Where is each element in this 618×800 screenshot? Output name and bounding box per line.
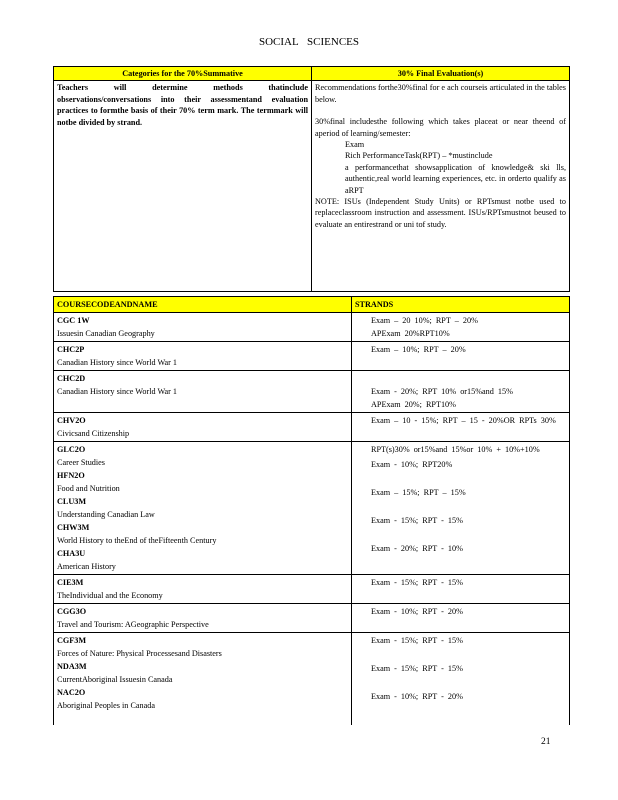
checkbox-glyph-icon [355, 634, 371, 647]
strand-text: Exam – 20 10%; RPT – 20% [371, 316, 478, 325]
table-row [54, 633, 570, 726]
left-header: Categories for the 70%Summative [54, 67, 312, 81]
course-name: World History to theEnd of theFifteenth Century [57, 536, 217, 545]
checkbox-glyph-icon [355, 662, 371, 675]
checkbox-glyph-icon [355, 343, 371, 356]
course-code: CHC2P [57, 345, 85, 354]
course-code: CHW3M [57, 523, 90, 532]
course-name: Aboriginal Peoples in Canada [57, 701, 156, 710]
course-code-header: COURSECODEANDNAME [54, 297, 352, 313]
checkbox-glyph-icon [333, 150, 345, 161]
strand-text: Exam - 15%; RPT - 15% [371, 516, 463, 525]
strand-text: Exam - 10%; RPT - 20% [371, 607, 463, 616]
course-code: CGC 1W [57, 316, 90, 325]
course-code: CIE3M [57, 578, 84, 587]
bullet-text: Exam [345, 140, 365, 150]
table-row [54, 413, 570, 442]
checkbox-glyph-icon [355, 514, 371, 527]
checkbox-glyph-icon [355, 576, 371, 589]
course-name: Forces of Nature: Physical Processesand Disasters [57, 649, 222, 658]
table-row [54, 342, 570, 371]
course-name: Issuesin Canadian Geography [57, 329, 155, 338]
table-row [54, 371, 570, 413]
course-code: CGF3M [57, 636, 87, 645]
strand-text: Exam – 15%; RPT – 15% [371, 488, 466, 497]
course-code: CHV2O [57, 416, 86, 425]
checkbox-glyph-icon [355, 690, 371, 703]
note-text: NOTE: ISUs (Independent Study Units) or RPTsmust notbe used to replaceclassroom instruction and assessment. ISUs/RPTsmustnot beused to evaluate an entirestrand or uni tof study. [315, 197, 566, 229]
strand-text: Exam - 10%; RPT - 20% [371, 692, 463, 701]
strand-text: Exam – 10%; RPT – 20% [371, 345, 466, 354]
course-code: NDA3M [57, 662, 87, 671]
course-name: American History [57, 562, 116, 571]
checkbox-glyph-icon [355, 398, 371, 411]
strand-text: Exam – 10 - 15%; RPT – 15 - 20%OR RPTs 30% [371, 416, 556, 425]
strand-text: Exam - 15%; RPT - 15% [371, 636, 463, 645]
table-row [54, 442, 570, 575]
checkbox-glyph-icon [355, 542, 371, 555]
course-name: Civicsand Citizenship [57, 429, 130, 438]
page-number: 21 [541, 737, 551, 747]
course-code: GLC2O [57, 445, 86, 454]
course-name: CurrentAboriginal Issuesin Canada [57, 675, 173, 684]
strand-text: Exam - 15%; RPT - 15% [371, 578, 463, 587]
rpt-detail: a performancethat showsapplication of knowledge& ski lls, authentic,real world learning experiences, etc. in orderto qualify as aRPT [345, 162, 566, 195]
course-code: CGG3O [57, 607, 87, 616]
course-name: Understanding Canadian Law [57, 510, 155, 519]
page-title: SOCIAL SCIENCES [258, 36, 360, 48]
table-row [54, 313, 570, 342]
strand-text: Exam - 20%; RPT - 10% [371, 544, 463, 553]
course-name: Canadian History since World War 1 [57, 387, 178, 396]
course-name: Travel and Tourism: AGeographic Perspective [57, 620, 209, 629]
course-name: Food and Nutrition [57, 484, 120, 493]
checkbox-glyph-icon [355, 385, 371, 398]
checkbox-glyph-icon [355, 443, 371, 456]
final-includes-text: 30%final includesthe following which takes placeat or near theend of aperiod of learning/semester: [315, 117, 566, 138]
course-code: CHC2D [57, 374, 86, 383]
right-header: 30% Final Evaluation(s) [312, 67, 570, 81]
course-code: CHA3U [57, 549, 86, 558]
checkbox-glyph-icon [355, 486, 371, 499]
bullet-text: Rich PerformanceTask(RPT) – *mustinclude [345, 151, 493, 161]
strand-text: APExam 20%; RPT10% [371, 400, 456, 409]
course-code: CLU3M [57, 497, 87, 506]
strand-text: RPT(s)30% or15%and 15%or 10% + 10%+10% [371, 445, 540, 454]
checkbox-glyph-icon [355, 414, 371, 427]
checkbox-glyph-icon [355, 605, 371, 618]
checkbox-glyph-icon [355, 327, 371, 340]
checkbox-glyph-icon [333, 139, 345, 150]
strand-text: Exam - 15%; RPT - 15% [371, 664, 463, 673]
course-code: NAC2O [57, 688, 86, 697]
strand-text: Exam - 20%; RPT 10% or15%and 15% [371, 387, 513, 396]
bullet-exam [315, 139, 566, 150]
course-code: HFN2O [57, 471, 85, 480]
evaluation-table [53, 66, 570, 292]
courses-table [53, 296, 570, 725]
course-name: Canadian History since World War 1 [57, 358, 178, 367]
table-row [54, 575, 570, 604]
strands-header: STRANDS [352, 297, 570, 313]
recommendation-text: Recommendations forthe30%final for e ach courseis articulated in the tables below. [315, 83, 566, 104]
table-row [54, 604, 570, 633]
checkbox-glyph-icon [355, 458, 371, 471]
course-name: TheIndividual and the Economy [57, 591, 163, 600]
course-name: Career Studies [57, 458, 105, 467]
strand-text: Exam - 10%; RPT20% [371, 460, 453, 469]
strand-text: APExam 20%RPT10% [371, 329, 450, 338]
summative-text: Teachers will determine methods thatinclude observations/conversations into their assessmentand evaluation practices to formthe basis of their 70% term mark. The termmark will notbe divided by strand. [57, 83, 308, 127]
bullet-rpt [315, 150, 566, 161]
checkbox-glyph-icon [355, 314, 371, 327]
